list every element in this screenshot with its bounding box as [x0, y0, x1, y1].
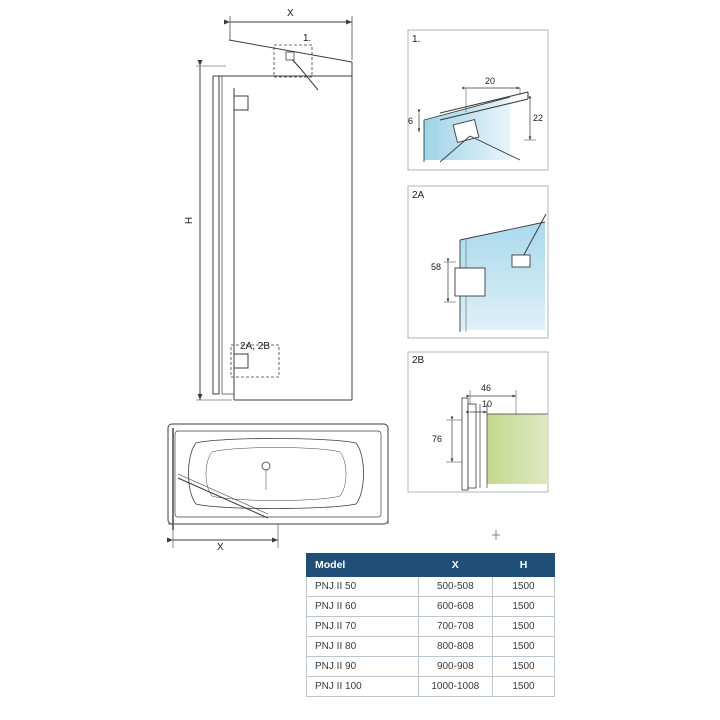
cell-h: 1500	[492, 677, 554, 697]
label-detail-1-dim-top: 20	[485, 76, 496, 86]
table-row	[307, 597, 555, 617]
elevation-view	[196, 16, 352, 400]
label-detail-2b-dim-left: 76	[432, 434, 443, 444]
cell-h: 1500	[492, 597, 554, 617]
table-row	[307, 637, 555, 657]
cell-model: PNJ II 80	[307, 637, 419, 657]
model-spec-table	[306, 553, 555, 697]
cell-h: 1500	[492, 617, 554, 637]
cell-h: 1500	[492, 637, 554, 657]
cell-model: PNJ II 60	[307, 597, 419, 617]
label-detail-1-dim-right: 22	[533, 113, 544, 123]
label-main-width: X	[287, 8, 294, 19]
header-model: Model	[307, 554, 419, 577]
cell-x: 800-808	[418, 637, 492, 657]
plan-view	[168, 424, 388, 548]
header-h: H	[492, 554, 554, 577]
cell-model: PNJ II 100	[307, 677, 419, 697]
detail-2a	[408, 186, 548, 338]
cell-model: PNJ II 50	[307, 577, 419, 597]
header-x: X	[418, 554, 492, 577]
cell-x: 500-508	[418, 577, 492, 597]
label-callout-2ab: 2A, 2B	[240, 341, 271, 352]
detail-2b	[408, 352, 548, 492]
label-plan-width: X	[217, 542, 224, 553]
cell-model: PNJ II 90	[307, 657, 419, 677]
label-detail-1-dim-left: 6	[408, 116, 414, 126]
label-callout-1: 1.	[303, 33, 312, 44]
cell-model: PNJ II 70	[307, 617, 419, 637]
cell-x: 600-608	[418, 597, 492, 617]
cell-h: 1500	[492, 577, 554, 597]
cell-x: 700-708	[418, 617, 492, 637]
table-header-row	[307, 554, 555, 577]
table-row	[307, 617, 555, 637]
label-detail-1-title: 1.	[412, 34, 421, 45]
label-detail-2b-title: 2B	[412, 355, 425, 366]
label-detail-2b-dim-inner: 10	[482, 399, 493, 409]
table-row	[307, 577, 555, 597]
label-detail-2a-dim: 58	[431, 262, 442, 272]
cell-h: 1500	[492, 657, 554, 677]
cell-x: 1000-1008	[418, 677, 492, 697]
detail-1	[408, 30, 548, 170]
cell-x: 900-908	[418, 657, 492, 677]
label-detail-2a-title: 2A	[412, 190, 425, 201]
table-row	[307, 657, 555, 677]
table-row	[307, 677, 555, 697]
label-detail-2b-dim-top: 46	[481, 383, 492, 393]
label-main-height: H	[184, 216, 196, 225]
